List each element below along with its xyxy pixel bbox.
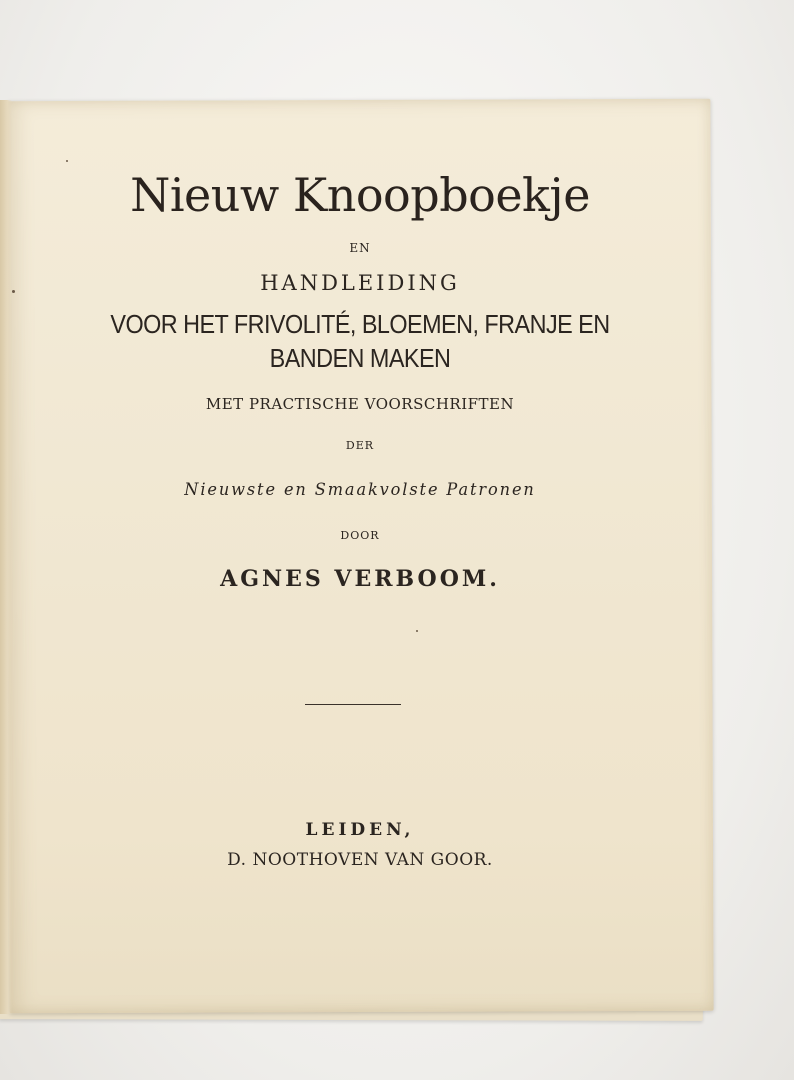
subtitle-line-2: BANDEN MAKEN — [269, 343, 451, 373]
publication-place: LEIDEN, — [305, 820, 415, 840]
subtitle-head: HANDLEIDING — [260, 271, 460, 295]
publisher-name: D. NOOTHOVEN VAN GOOR. — [227, 850, 493, 870]
with-instructions-text: MET PRACTISCHE VOORSCHRIFTEN — [205, 395, 515, 413]
foxing-spot — [416, 630, 418, 632]
foxing-spot — [66, 160, 68, 162]
title-page-content — [8, 100, 712, 1012]
of-text: DER — [345, 439, 375, 452]
patterns-text: Nieuwste en Smaakvolste Patronen — [184, 480, 536, 500]
author-name: AGNES VERBOOM. — [220, 566, 500, 592]
conjunction-text: EN — [349, 241, 371, 255]
subtitle-line-1: VOOR HET FRIVOLITÉ, BLOEMEN, FRANJE EN — [110, 309, 610, 339]
divider-rule — [305, 704, 401, 705]
book-title: Nieuw Knoopboekje — [130, 168, 590, 222]
by-text: DOOR — [340, 529, 380, 542]
foxing-spot — [12, 290, 15, 293]
